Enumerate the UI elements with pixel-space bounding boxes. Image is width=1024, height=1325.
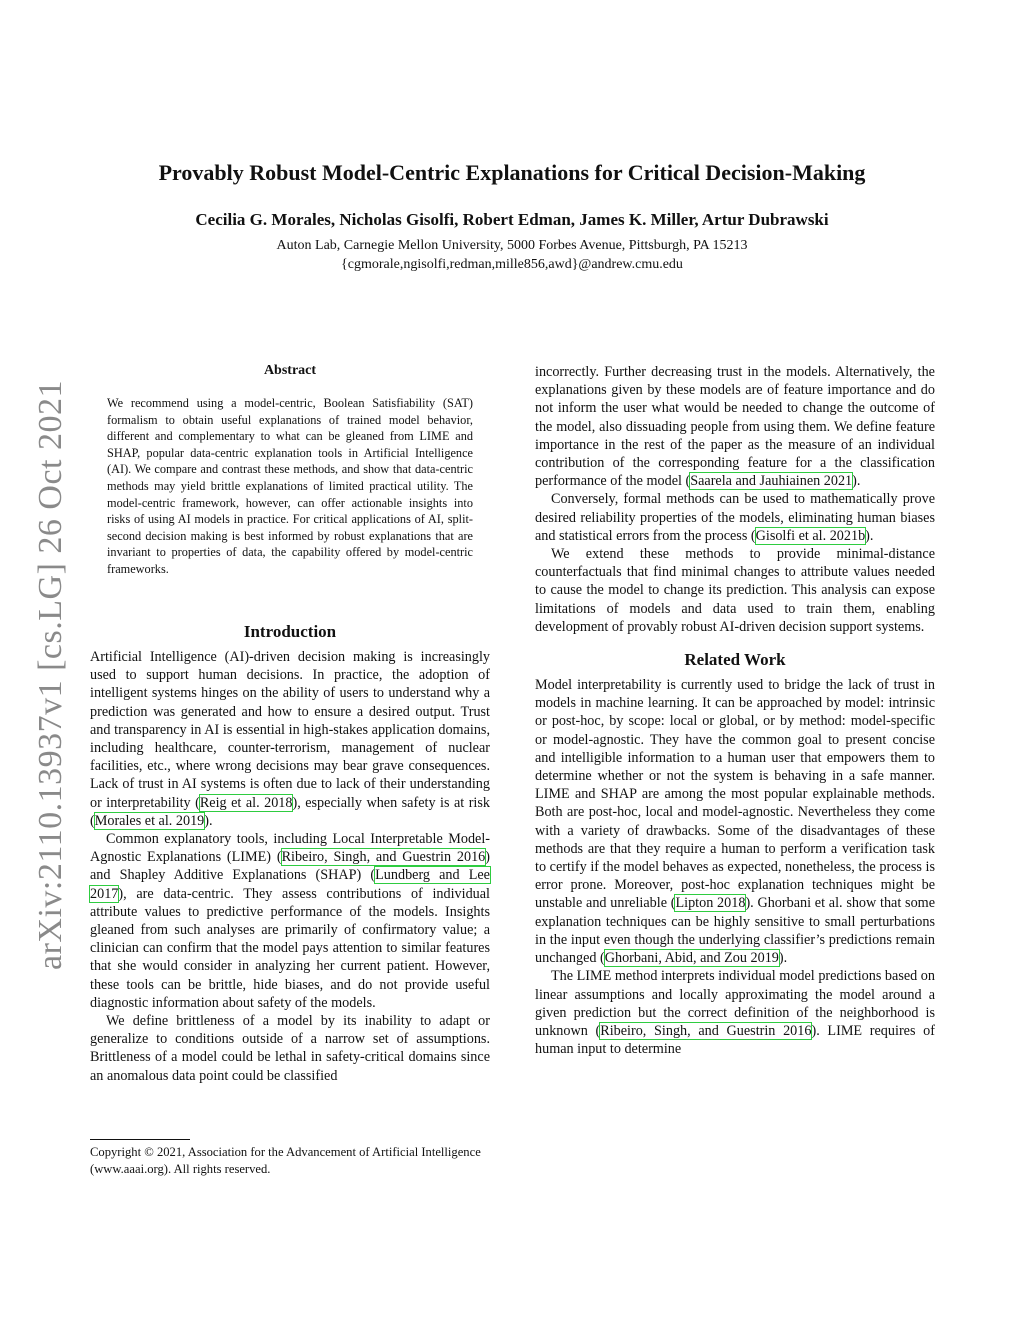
right-column bbox=[535, 363, 935, 1058]
right-paragraph-2: Conversely, formal methods can be used to mathematically prove desired reliability properties of the models, eliminating human biases and statistical errors from the process (Gisolfi et al. 2021b). bbox=[535, 491, 935, 544]
related-work-paragraph-1: Model interpretability is currently used to bridge the lack of trust in models in machine learning. It can be approached by model: intrinsic or post-hoc, by scope: local or global, or by method: model-specific or model-agnostic. They have the common goal to present concise and intelligible information to a human user that empowers them to determine whether or not the system is behaving in a safe manner. LIME and SHAP are among the most popular explainable methods. Both are post-hoc, local and model-agnostic. Nevertheless they come with a variety of drawbacks. Some of the disadvantages of these methods are that they require a human to perform a verification task to certify if the model behaves as expected, nonetheless, the process is error prone. Moreover, post-hoc explanation techniques might be unstable and unreliable (Lipton 2018). Ghorbani et al. show that some explanation techniques can be highly sensitive to small perturbations in the input even though the underlying classifier’s predictions remain unchanged (Ghorbani, Abid, and Zou 2019). bbox=[535, 677, 935, 967]
citation-link[interactable]: Ghorbani, Abid, and Zou 2019 bbox=[604, 950, 779, 967]
intro-paragraph-2: Common explanatory tools, including Local Interpretable Model-Agnostic Explanations (LIME) (Ribeiro, Singh, and Guestrin 2016) and Shapley Additive Explanations (SHAP) (Lundberg and Lee 2017), are data-centric. They assess contributions of individual attribute values to predictive performance of the models. Insights gleaned from such analyses are primarily of confirmatory value; a clinician can confirm that the model pays attention to similar features that she would consider in analyzing her current patient. However, these tools can be brittle, hide biases, and do not provide useful diagnostic information about safety of the models. bbox=[90, 831, 490, 1011]
right-paragraph-1: incorrectly. Further decreasing trust in the models. Alternatively, the explanations given by these models are of feature importance and do not inform the user what would be needed to change the outcome of the model, also dissuading people from using them. We define feature importance in the rest of the paper as the measure of an individual contribution of the corresponding feature for a the classification performance of the model (Saarela and Jauhiainen 2021). bbox=[535, 364, 935, 490]
related-work-paragraph-2: The LIME method interprets individual model predictions based on linear assumptions and locally approximating the model around a given prediction but the correct definition of the neighborhood is unknown (Ribeiro, Singh, and Guestrin 2016). LIME requires of human input to determine bbox=[535, 968, 935, 1058]
affiliation-block bbox=[0, 236, 1024, 274]
citation-link[interactable]: Ribeiro, Singh, and Guestrin 2016 bbox=[281, 849, 486, 866]
citation-link[interactable]: Ribeiro, Singh, and Guestrin 2016 bbox=[600, 1022, 812, 1039]
arxiv-identifier-stamp: arXiv:2110.13937v1 [cs.LG] 26 Oct 2021 bbox=[32, 380, 69, 970]
citation-link[interactable]: Lipton 2018 bbox=[675, 895, 746, 912]
copyright-footnote: Copyright © 2021, Association for the Advancement of Artificial Intelligence (www.aaai.org). All rights reserved. bbox=[90, 1145, 481, 1176]
affiliation: Auton Lab, Carnegie Mellon University, 5000 Forbes Avenue, Pittsburgh, PA 15213 bbox=[276, 238, 748, 253]
footnote-divider bbox=[90, 1139, 190, 1140]
citation-link[interactable]: Reig et al. 2018 bbox=[199, 794, 293, 811]
paper-title: Provably Robust Model-Centric Explanations for Critical Decision-Making bbox=[158, 160, 866, 185]
author-list: Cecilia G. Morales, Nicholas Gisolfi, Robert Edman, James K. Miller, Artur Dubrawski bbox=[195, 210, 829, 229]
abstract-heading: Abstract bbox=[263, 363, 317, 378]
right-paragraph-3: We extend these methods to provide minimal-distance counterfactuals that find minimal changes to attribute values needed to cause the model to change its prediction. This analysis can expose limitations of models and data used to train them, enabling development of provably robust AI-driven decision support systems. bbox=[535, 546, 935, 635]
introduction-section bbox=[90, 622, 490, 1085]
citation-link[interactable]: Morales et al. 2019 bbox=[94, 812, 205, 829]
citation-link[interactable]: Saarela and Jauhiainen 2021 bbox=[690, 473, 853, 490]
intro-paragraph-1: Artificial Intelligence (AI)-driven decision making is increasingly used to support human decisions. In practice, the adoption of intelligent systems hinges on the ability of users to understand why a prediction was generated and how to ensure a desired output. Trust and transparency in AI is essential in high-stakes application domains, including healthcare, counter-terrorism, management of nuclear facilities, etc., where wrong decisions may bear grave consequences. Lack of trust in AI systems is often due to lack of their understanding or interpretability (Reig et al. 2018), especially when safety is at risk (Morales et al. 2019). bbox=[90, 649, 490, 829]
introduction-heading: Introduction bbox=[243, 622, 337, 641]
intro-paragraph-3: We define brittleness of a model by its inability to adapt or generalize to conditions outside of a narrow set of assumptions. Brittleness of a model could be lethal in safety-critical domains since an anomalous data point could be classified bbox=[90, 1013, 490, 1084]
author-emails: {cgmorale,ngisolfi,redman,mille856,awd}@andrew.cmu.edu bbox=[341, 257, 683, 272]
related-work-heading: Related Work bbox=[684, 650, 786, 670]
citation-link[interactable]: Gisolfi et al. 2021b bbox=[755, 527, 866, 544]
abstract-text: We recommend using a model-centric, Boolean Satisfiability (SAT) formalism to obtain useful explanations of trained model behavior, different and complementary to what can be gleaned from LIME and SHAP, popular data-centric explanation tools in Artificial Intelligence (AI). We compare and contrast these methods, and show that data-centric methods may yield brittle explanations of limited practical utility. The model-centric framework, however, can offer actionable insights into risks of using AI models in practice. For critical applications of AI, split-second decision making is best informed by robust explanations that are invariant to properties of data, the capability offered by model-centric frameworks. bbox=[107, 396, 473, 576]
citation-link[interactable]: Lundberg and Lee 2017 bbox=[90, 867, 490, 902]
